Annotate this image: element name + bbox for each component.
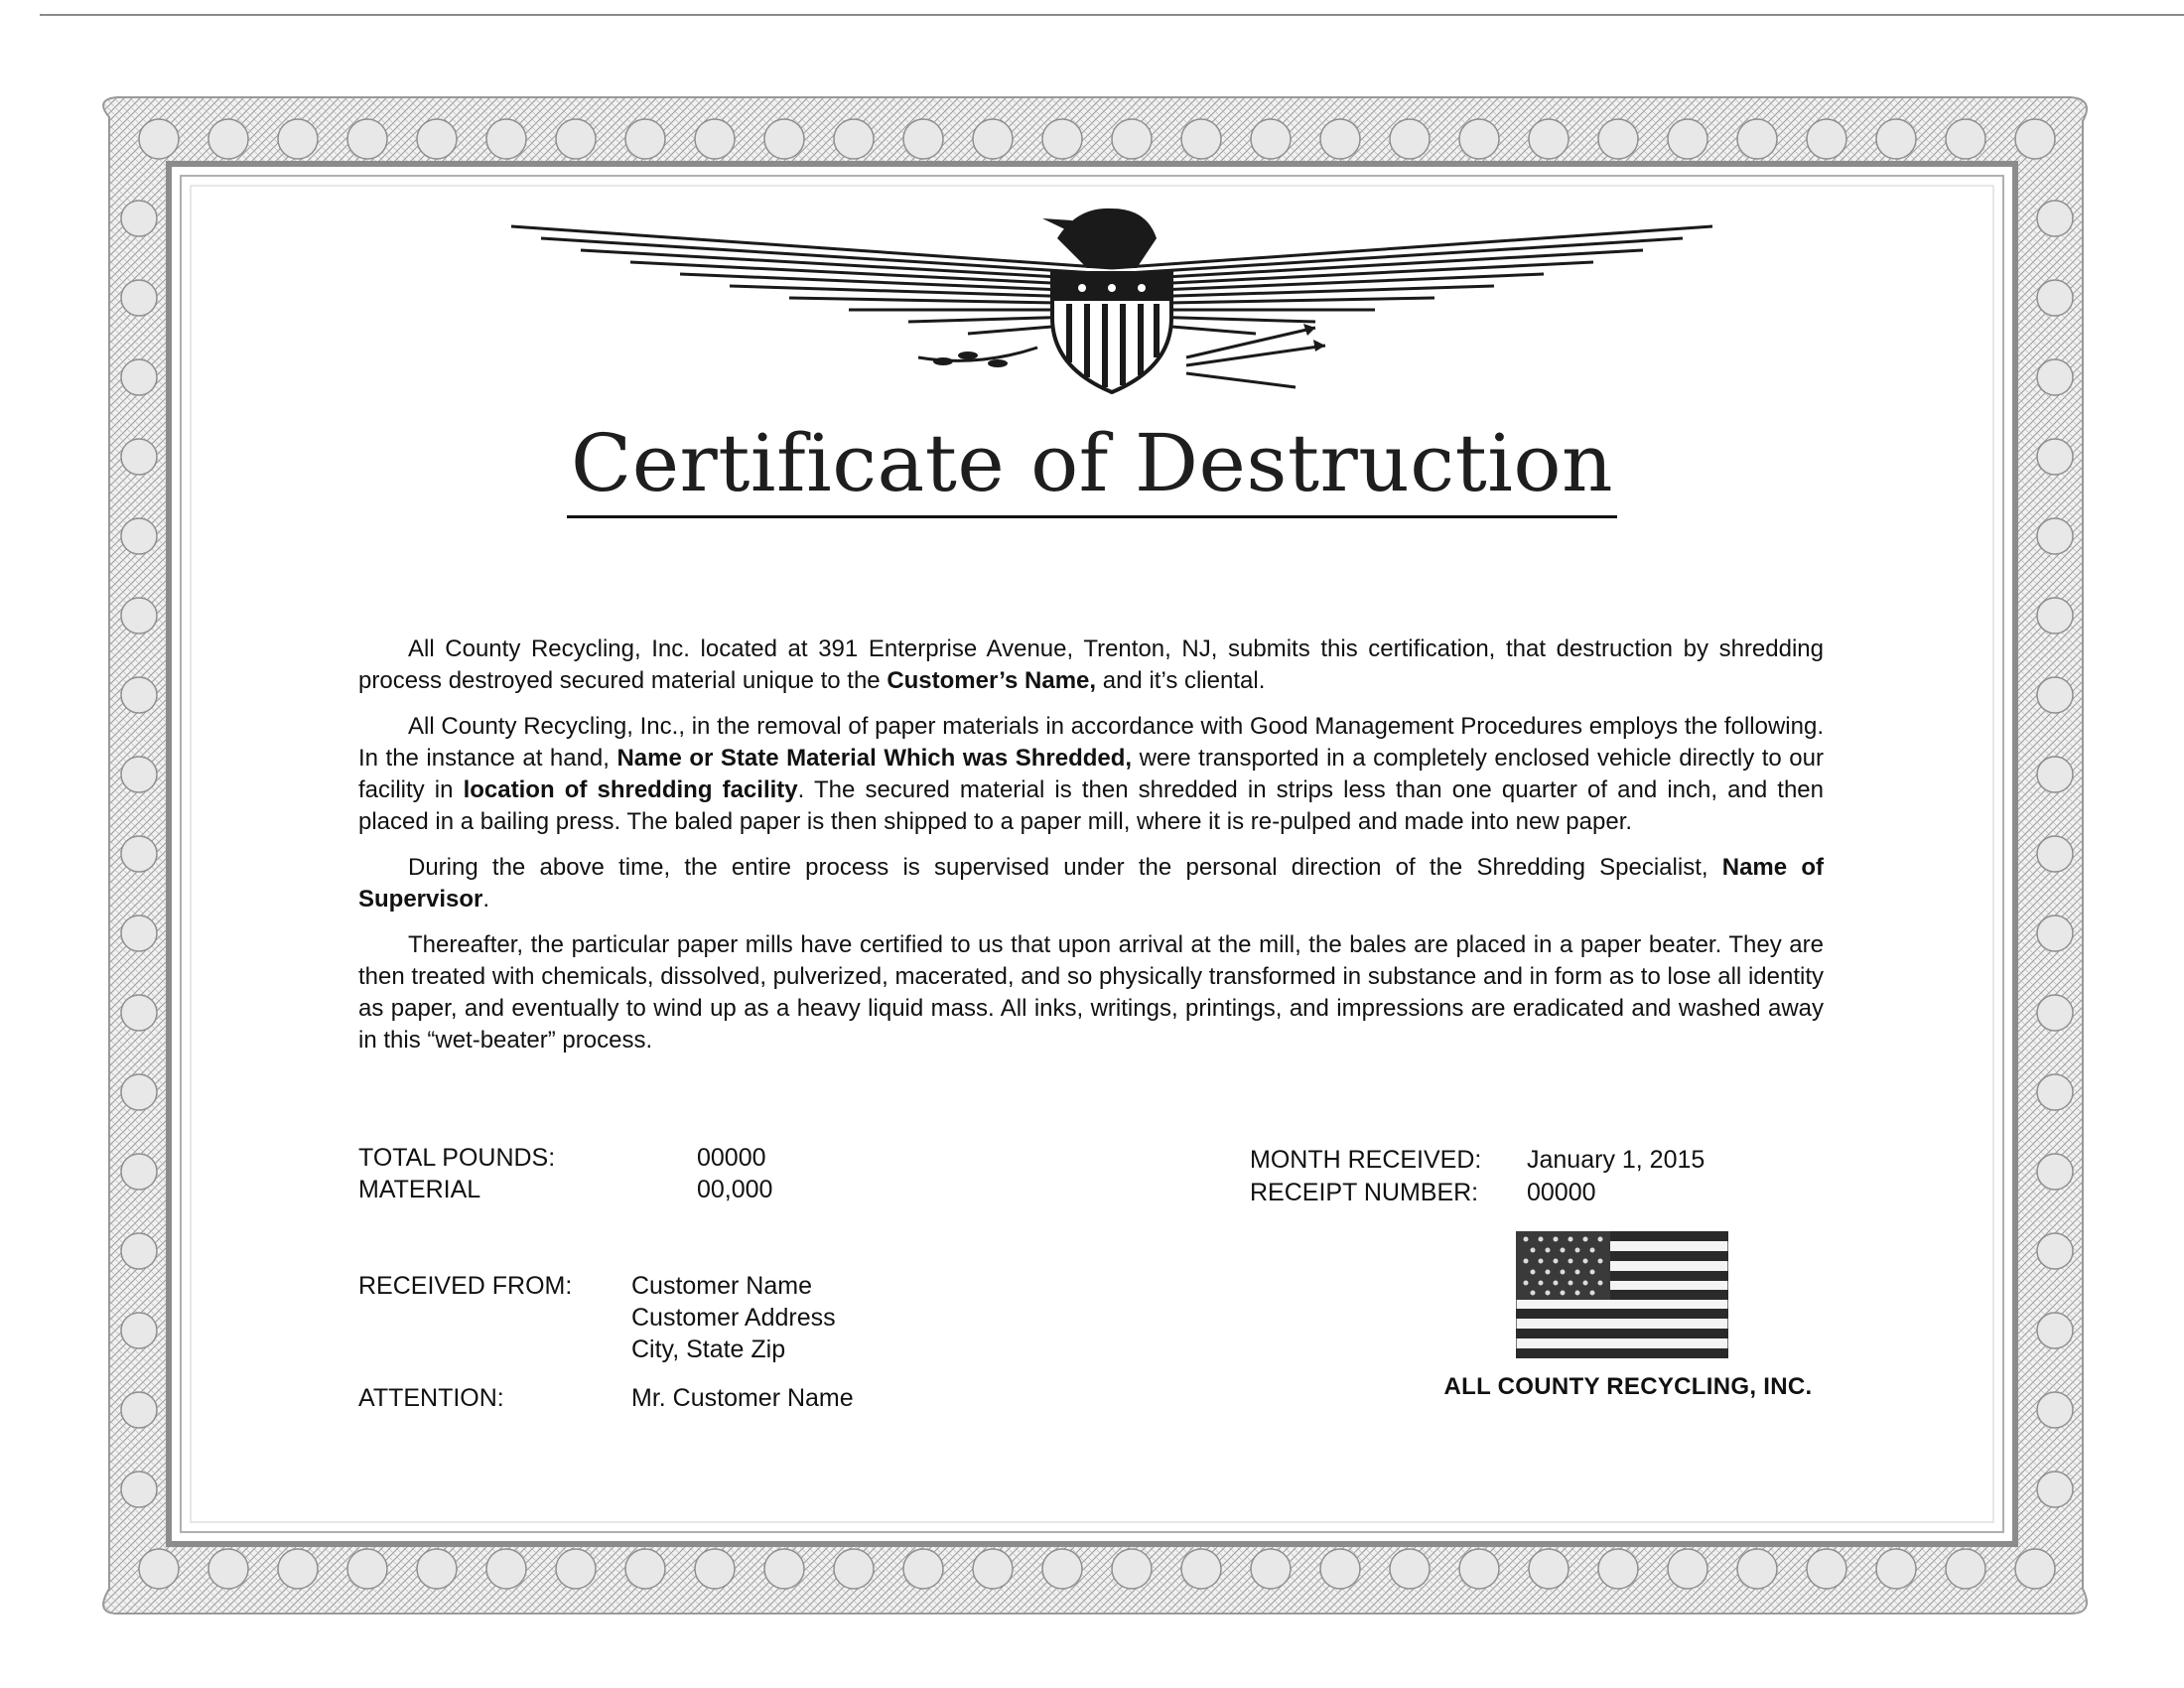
- month-received-label: MONTH RECEIVED:: [1250, 1146, 1482, 1174]
- total-pounds-label: TOTAL POUNDS:: [358, 1144, 556, 1172]
- certificate-body: [358, 633, 1824, 1070]
- us-flag-icon: [1516, 1231, 1728, 1358]
- certificate-title: Certificate of Destruction: [0, 417, 2184, 509]
- month-received-value: January 1, 2015: [1527, 1146, 1706, 1174]
- paragraph-2: All County Recycling, Inc., in the removal of paper materials in accordance with Good Management Procedures employs the following. In the instance at hand, Name or State Material Which was Shredded, were transported in a completely enclosed vehicle directly to our facility in location of shredding facility. The secured material is then shredded in strips less than one quarter of and inch, and then placed in a bailing press. The baled paper is then shipped to a paper mill, where it is re-pulped and made into new paper.: [358, 713, 1824, 835]
- received-from-label: RECEIVED FROM:: [358, 1272, 573, 1300]
- paragraph-3: During the above time, the entire process is supervised under the personal direction of the Shredding Specialist, Name of Supervisor.: [358, 854, 1824, 913]
- paragraph-4: Thereafter, the particular paper mills have certified to us that upon arrival at the mill, the bales are placed in a paper beater. They are then treated with chemicals, dissolved, pulverized, macerated, and so physically transformed in substance and in form as to lose all identity as paper, and eventually to wind up as a heavy liquid mass. All inks, writings, printings, and impressions are eradicated and washed away in this “wet-beater” process.: [358, 931, 1824, 1054]
- attention-label: ATTENTION:: [358, 1384, 504, 1412]
- received-from-line: City, State Zip: [631, 1336, 786, 1363]
- receipt-number-label: RECEIPT NUMBER:: [1250, 1179, 1479, 1206]
- total-pounds-value: 00000: [697, 1144, 766, 1172]
- eagle-emblem-icon: [501, 199, 1722, 407]
- received-from-line: Customer Name: [631, 1272, 812, 1300]
- received-from-line: Customer Address: [631, 1304, 836, 1332]
- receipt-number-value: 00000: [1527, 1179, 1596, 1206]
- material-value: 00,000: [697, 1176, 773, 1203]
- paragraph-1: All County Recycling, Inc. located at 391 Enterprise Avenue, Trenton, NJ, submits this certification, that destruction by shredding process destroyed secured material unique to the Customer’s Name, and it’s cliental.: [358, 635, 1824, 694]
- company-name: ALL COUNTY RECYCLING, INC.: [1443, 1373, 1813, 1400]
- material-label: MATERIAL: [358, 1176, 481, 1203]
- attention-value: Mr. Customer Name: [631, 1384, 854, 1412]
